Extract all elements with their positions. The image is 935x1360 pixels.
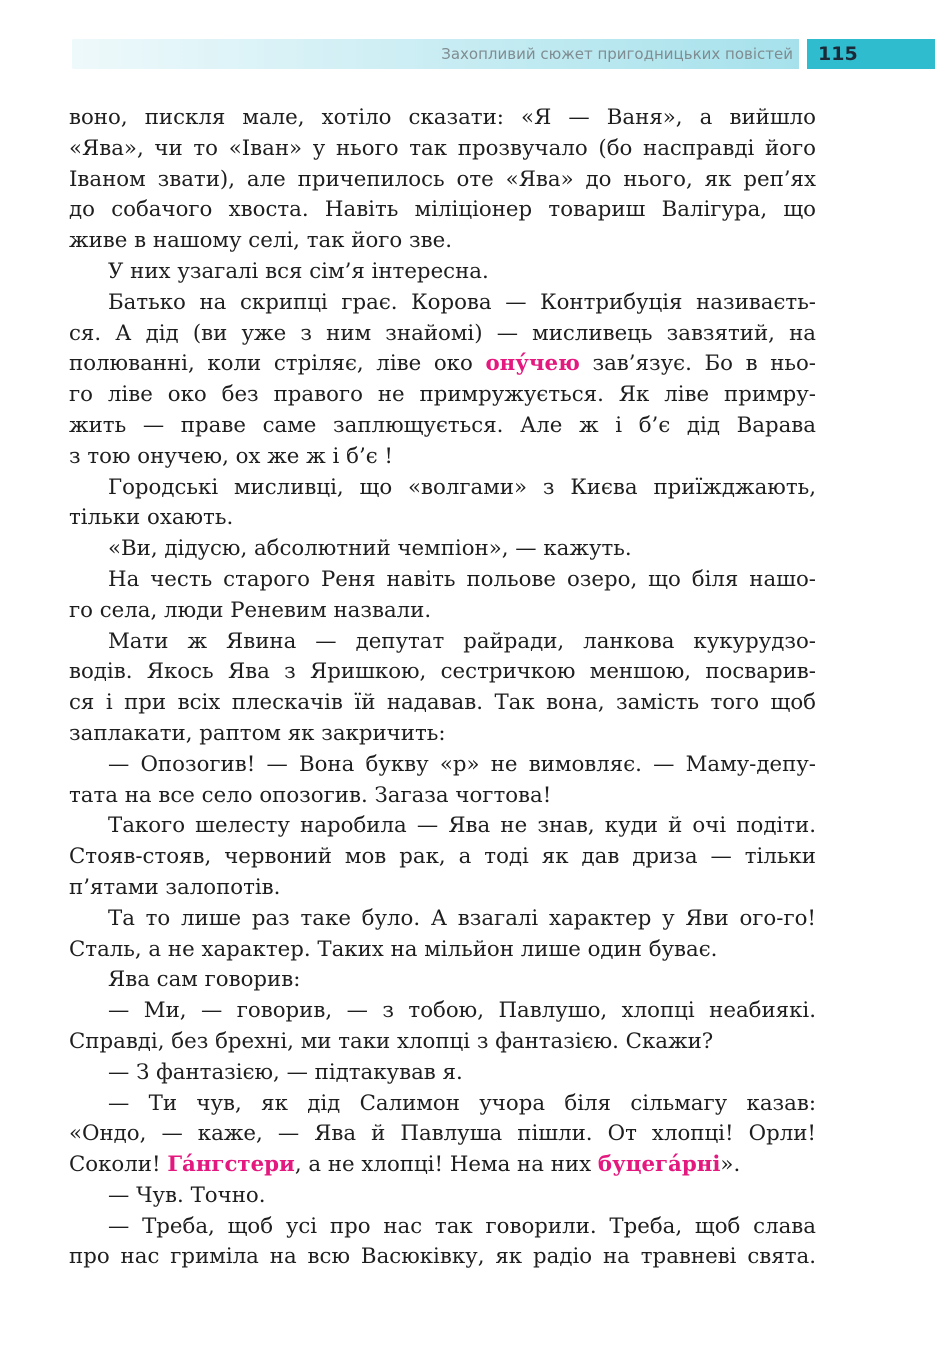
text-run: жить — праве саме заплющується. Але ж і б’є дід Варава [69, 412, 816, 438]
text-line [69, 349, 816, 380]
page-number-box [807, 39, 935, 69]
text-line [69, 288, 816, 319]
text-run: до собачого хвоста. Навіть міліціонер товариш Валігура, що [69, 197, 816, 223]
text-line [69, 195, 816, 226]
text-run: про нас гриміла на всю Васюківку, як радіо на травневі свята. [69, 1244, 816, 1270]
text-line [69, 1242, 816, 1273]
text-line [69, 873, 816, 904]
text-run: заплакати, раптом як закричить: [69, 720, 446, 746]
text-line [69, 1212, 816, 1243]
text-run: з тою онучею, ох же ж і б’є ! [69, 443, 393, 469]
story-text [69, 103, 816, 1273]
text-line [69, 657, 816, 688]
text-run: Батько на скрипці грає. Корова — Контрибуція називаєть- [108, 289, 816, 315]
text-line [69, 1027, 816, 1058]
text-line [69, 904, 816, 935]
text-line [69, 811, 816, 842]
text-run: Соколи! [69, 1152, 168, 1178]
text-line [69, 1058, 816, 1089]
text-run: — Чув. Точно. [108, 1182, 266, 1208]
text-run: Та то лише раз таке було. А взагалі характер у Яви ого-го! [108, 905, 816, 931]
text-line [69, 165, 816, 196]
text-run: «Ондо, — каже, — Ява й Павлуша пішли. От хлопці! Орли! [69, 1121, 816, 1147]
glossary-word: буцега́рні [597, 1152, 721, 1178]
text-line [69, 257, 816, 288]
text-run: , а не хлопці! Нема на них [294, 1152, 598, 1178]
text-line [69, 319, 816, 350]
text-run: Мати ж Явина — депутат райради, ланкова кукурудзо- [108, 628, 816, 654]
glossary-word: Га́нгстери [167, 1152, 295, 1178]
text-run: — Треба, щоб усі про нас так говорили. Треба, щоб слава [108, 1213, 816, 1239]
text-run: Справді, без брехні, ми таки хлопці з фантазією. Скажи? [69, 1028, 714, 1054]
text-run: «Ви, дідусю, абсолютний чемпіон», — кажуть. [108, 536, 632, 562]
text-run: — Ти чув, як дід Салимон учора біля сільмагу казав: [108, 1090, 816, 1116]
text-line [69, 226, 816, 257]
text-line [69, 565, 816, 596]
text-line [69, 380, 816, 411]
text-run: водів. Якось Ява з Яришкою, сестричкою меншою, посварив- [69, 659, 816, 685]
text-run: ся. А дід (ви уже з ним знайомі) — мисливець завзятий, на [69, 320, 816, 346]
text-line [69, 1089, 816, 1120]
text-run: го ліве око без правого не примружується. Як ліве примру- [69, 382, 816, 408]
text-run: полюванні, коли стріляє, ліве око [69, 351, 486, 377]
text-run: — Опозогив! — Вона букву «р» не вимовляє. — Маму-депу- [108, 751, 816, 777]
text-run: Сталь, а не характер. Таких на мільйон лише один буває. [69, 936, 718, 962]
text-line [69, 596, 816, 627]
text-line [69, 842, 816, 873]
text-line [69, 935, 816, 966]
text-run: живе в нашому селі, так його зве. [69, 228, 453, 254]
text-run: Городські мисливці, що «волгами» з Києва приїжджають, [108, 474, 816, 500]
text-run: — Ми, — говорив, — з тобою, Павлушо, хлопці неабиякі. [108, 998, 816, 1024]
text-run: Стояв-стояв, червоний мов рак, а тоді як дав дриза — тільки [69, 844, 816, 870]
text-run: ся і при всіх плескачів їй надавав. Так вона, замість того щоб [69, 690, 816, 716]
text-run: ». [720, 1152, 741, 1178]
text-run: Ява сам говорив: [108, 967, 301, 993]
text-line [69, 134, 816, 165]
text-run: тільки охають. [69, 505, 234, 531]
glossary-word: ону́чею [485, 351, 580, 377]
text-line [69, 1119, 816, 1150]
text-run: Такого шелесту наробила — Ява не знав, куди й очі подіти. [108, 813, 816, 839]
text-run: п’ятами залопотів. [69, 874, 281, 900]
text-run: го села, люди Реневим назвали. [69, 597, 432, 623]
text-run: — З фантазією, — підтакував я. [108, 1059, 463, 1085]
running-title: Захопливий сюжет пригодницьких повістей [441, 45, 793, 63]
text-run: На честь старого Реня навіть польове озеро, що біля нашо- [108, 566, 816, 592]
text-line [69, 1181, 816, 1212]
text-line [69, 103, 816, 134]
text-line [69, 473, 816, 504]
text-run: зав’язує. Бо в ньо- [579, 351, 816, 377]
running-header-band [72, 39, 799, 69]
text-line [69, 411, 816, 442]
text-line [69, 996, 816, 1027]
text-run: «Ява», чи то «Іван» у нього так прозвучало (бо насправді його [69, 135, 816, 161]
page-number: 115 [818, 43, 858, 65]
text-line [69, 688, 816, 719]
text-run: воно, пискля мале, хотіло сказати: «Я — Ваня», а вийшло [69, 105, 816, 130]
text-line [69, 503, 816, 534]
text-line [69, 781, 816, 812]
text-line [69, 965, 816, 996]
text-line [69, 534, 816, 565]
text-line [69, 442, 816, 473]
text-line [69, 719, 816, 750]
text-run: тата на все село опозогив. Загаза чогтова! [69, 782, 552, 808]
text-run: Іваном звати), але причепилось оте «Ява» до нього, як реп’ях [69, 166, 816, 192]
text-line [69, 750, 816, 781]
text-line [69, 627, 816, 658]
text-run: У них узагалі вся сім’я інтересна. [108, 258, 489, 284]
text-line [69, 1150, 816, 1181]
